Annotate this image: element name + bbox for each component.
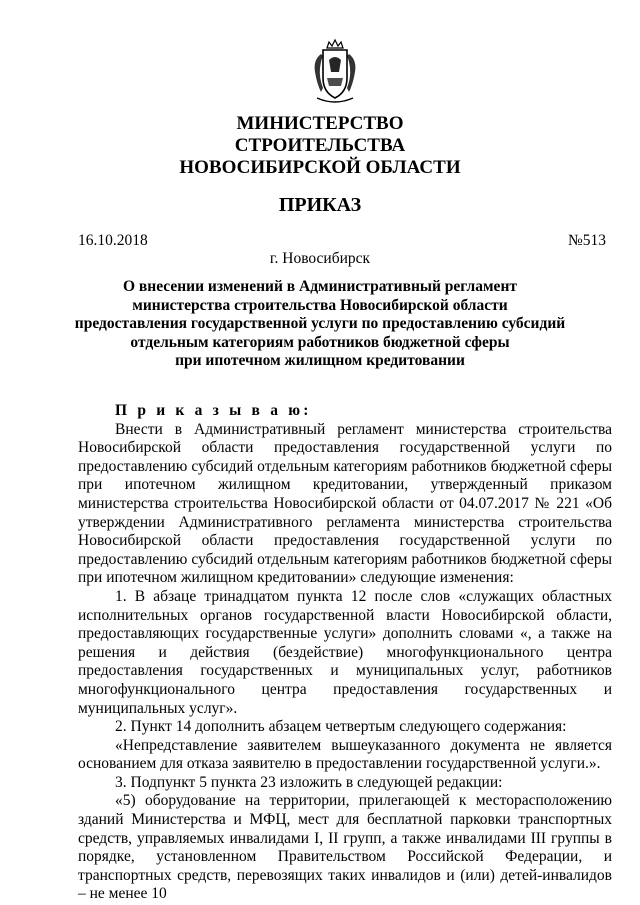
- subject-line: при ипотечном жилищном кредитовании: [175, 352, 465, 369]
- ministry-name: [0, 113, 640, 179]
- subject-line: предоставления государственной услуги по предоставлению субсидий: [74, 315, 566, 332]
- document-body: [78, 402, 612, 904]
- decree-paragraph: [78, 402, 612, 421]
- coat-of-arms-emblem: [305, 38, 365, 108]
- ministry-line: НОВОСИБИРСКОЙ ОБЛАСТИ: [179, 157, 461, 178]
- body-paragraph: 3. Подпункт 5 пункта 23 изложить в следующей редакции:: [115, 773, 503, 791]
- body-paragraph: 2. Пункт 14 дополнить абзацем четвертым следующего содержания:: [115, 718, 567, 736]
- body-paragraph: «5) оборудование на территории, прилегающей к месторасположению зданий Министерства и МФЦ, мест для бесплатной парковки транспортных средств, управляемых инвалидами I, II групп, а также инвалидами III группы в порядке, установленном Правительством Российской Федерации, и транспортных средств, перевозящих таких инвалидов и (или) детей-инвалидов – не менее 10: [78, 792, 612, 903]
- document-number: №513: [567, 232, 606, 249]
- subject-line: отдельным категориям работников бюджетной сферы: [130, 333, 510, 351]
- subject-line: министерства строительства Новосибирской области: [132, 296, 508, 314]
- document-subject: [0, 278, 640, 371]
- document-date: 16.10.2018: [78, 232, 148, 249]
- decree-word: П р и к а з ы в а ю:: [115, 402, 312, 419]
- body-paragraph: 1. В абзаце тринадцатом пункта 12 после слов «служащих областных исполнительных органов государственной власти Новосибирской области, предоставляющих государственные услуги» дополнить словами «, а также на решения и действия (бездействие) многофункционального центра предоставления государственных и муниципальных услуг, работников многофункционального центра предоставления государственных и муниципальных услуг».: [78, 587, 612, 717]
- document-type-title: ПРИКАЗ: [278, 194, 362, 216]
- body-paragraph: «Непредставление заявителем вышеуказанного документа не является основанием для отказа заявителю в предоставлении государственной услуги.».: [78, 736, 612, 773]
- body-paragraph: Внести в Административный регламент министерства строительства Новосибирской области предоставления государственной услуги по предоставлению субсидий отдельным категориям работников бюджетной сферы при ипотечном жилищном кредитовании, утвержденный приказом министерства строительства Новосибирской области от 04.07.2017 № 221 «Об утверждении Административного регламента министерства строительства Новосибирской области предоставления государственной услуги по предоставлению субсидий отдельным категориям работников бюджетной сферы при ипотечном жилищном кредитовании» следующие изменения:: [78, 420, 612, 587]
- ministry-line: МИНИСТЕРСТВО: [236, 113, 404, 134]
- document-city: г. Новосибирск: [269, 250, 371, 267]
- ministry-line: СТРОИТЕЛЬСТВА: [234, 135, 406, 156]
- subject-line: О внесении изменений в Административный регламент: [123, 278, 517, 295]
